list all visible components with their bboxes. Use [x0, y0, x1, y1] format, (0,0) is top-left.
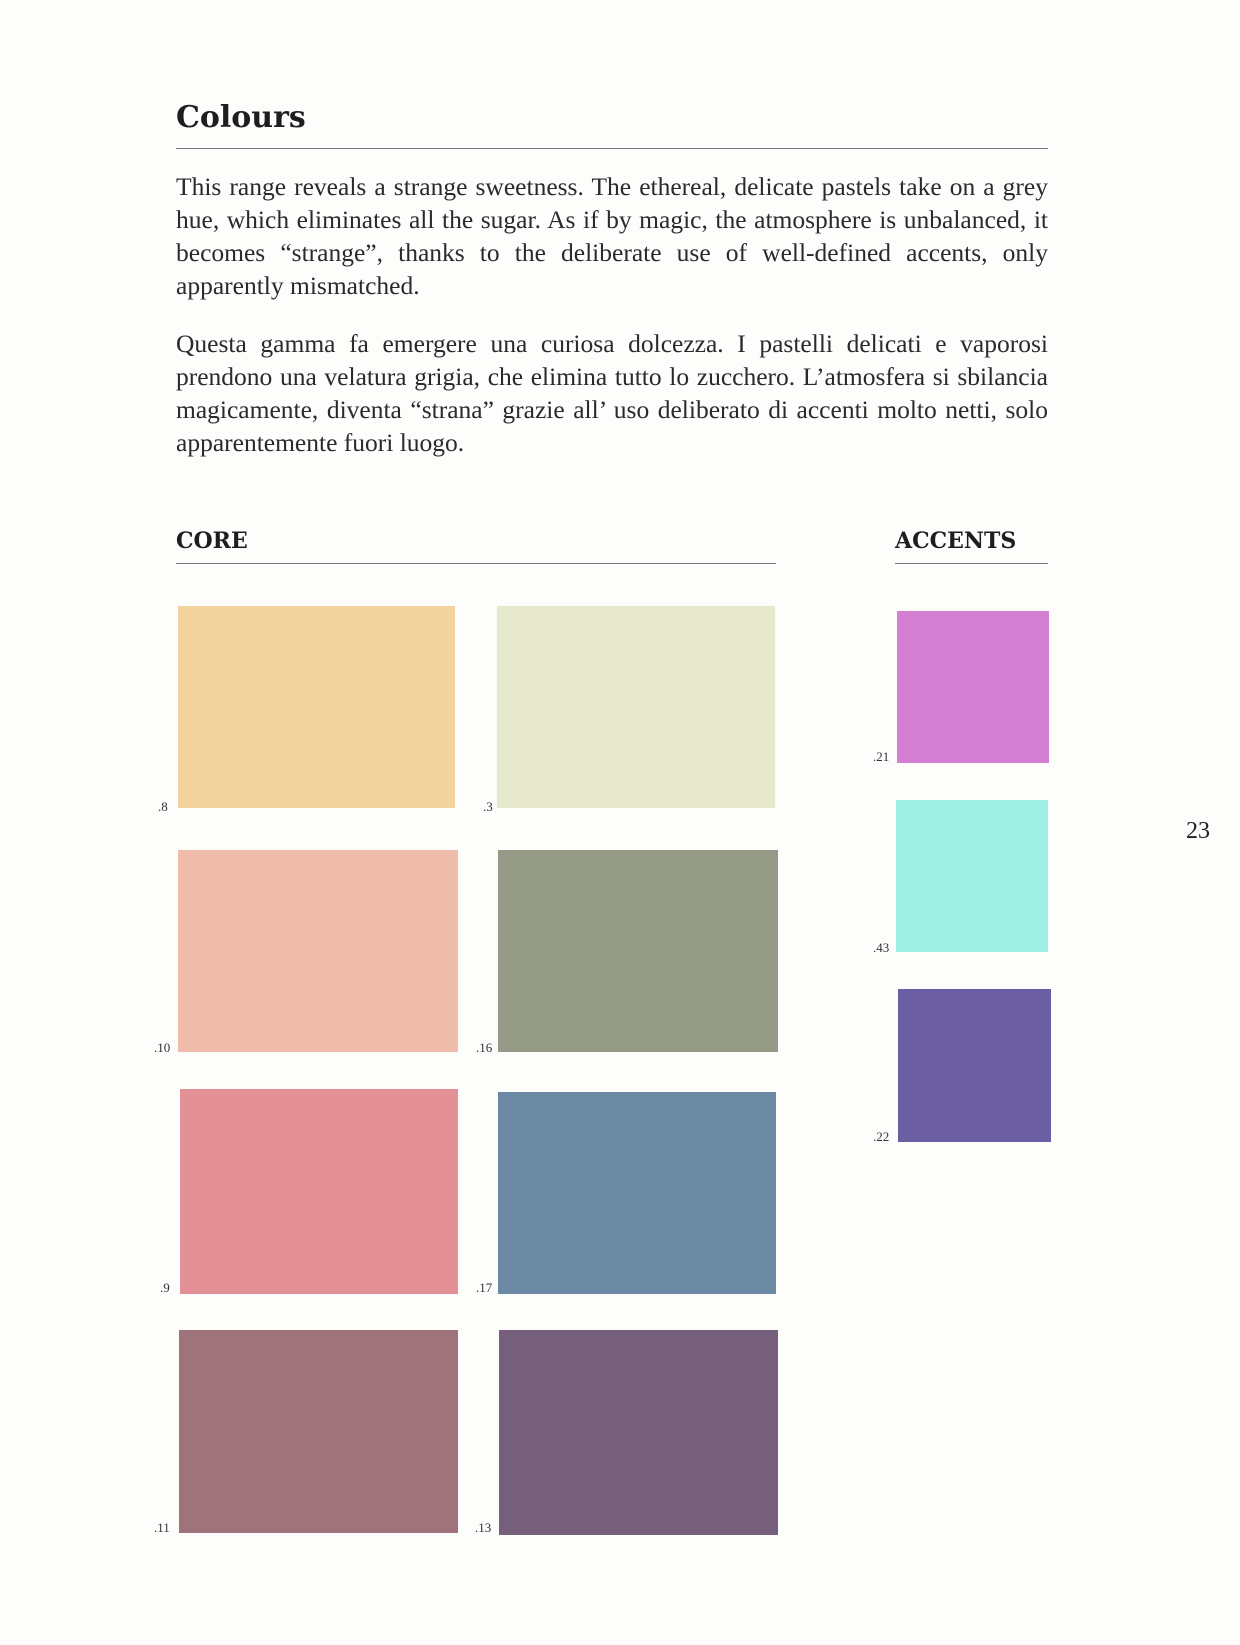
core-swatch: [180, 1089, 458, 1294]
swatch-code: .43: [873, 940, 890, 955]
page-number: 23: [1186, 818, 1210, 844]
accent-swatch: [897, 611, 1049, 763]
accent-swatch: [896, 800, 1048, 952]
core-swatch: [498, 850, 778, 1052]
core-swatch: [178, 850, 458, 1052]
core-swatch: [497, 606, 775, 808]
italian-paragraph: Questa gamma fa emergere una curiosa dolcezza. I pastelli delicati e vaporosi prendono una velatura grigia, che elimina tutto lo zucchero. L’atmosfera si sbilancia magicamente, diventa “strana” grazie all’ uso deliberato di accenti molto netti, solo apparentemente fuori luogo.: [176, 329, 1048, 457]
swatch-code: .3: [483, 799, 493, 814]
core-divider: [176, 563, 776, 564]
title-divider: [176, 148, 1048, 149]
accent-swatch: [898, 989, 1051, 1142]
swatch-code: .13: [475, 1520, 492, 1535]
page-title: Colours: [176, 100, 306, 135]
core-swatch: [499, 1330, 778, 1535]
core-heading: CORE: [176, 528, 248, 554]
swatch-code: .21: [873, 749, 890, 764]
english-paragraph: This range reveals a strange sweetness. The ethereal, delicate pastels take on a grey hue, which eliminates all the sugar. As if by magic, the atmosphere is unbalanced, it becomes “strange”, thanks to the deliberate use of well-defined accents, only apparently mismatched.: [176, 172, 1048, 300]
core-swatch: [179, 1330, 458, 1533]
core-swatch: [178, 606, 455, 808]
swatch-code: .22: [873, 1129, 890, 1144]
swatch-code: .9: [160, 1280, 170, 1295]
swatch-code: .11: [154, 1520, 170, 1535]
accents-heading: ACCENTS: [895, 528, 1017, 554]
accents-divider: [895, 563, 1048, 564]
swatch-code: .17: [476, 1280, 493, 1295]
swatch-code: .10: [154, 1040, 171, 1055]
swatch-code: .8: [158, 799, 168, 814]
core-swatch: [498, 1092, 776, 1294]
swatch-code: .16: [476, 1040, 493, 1055]
